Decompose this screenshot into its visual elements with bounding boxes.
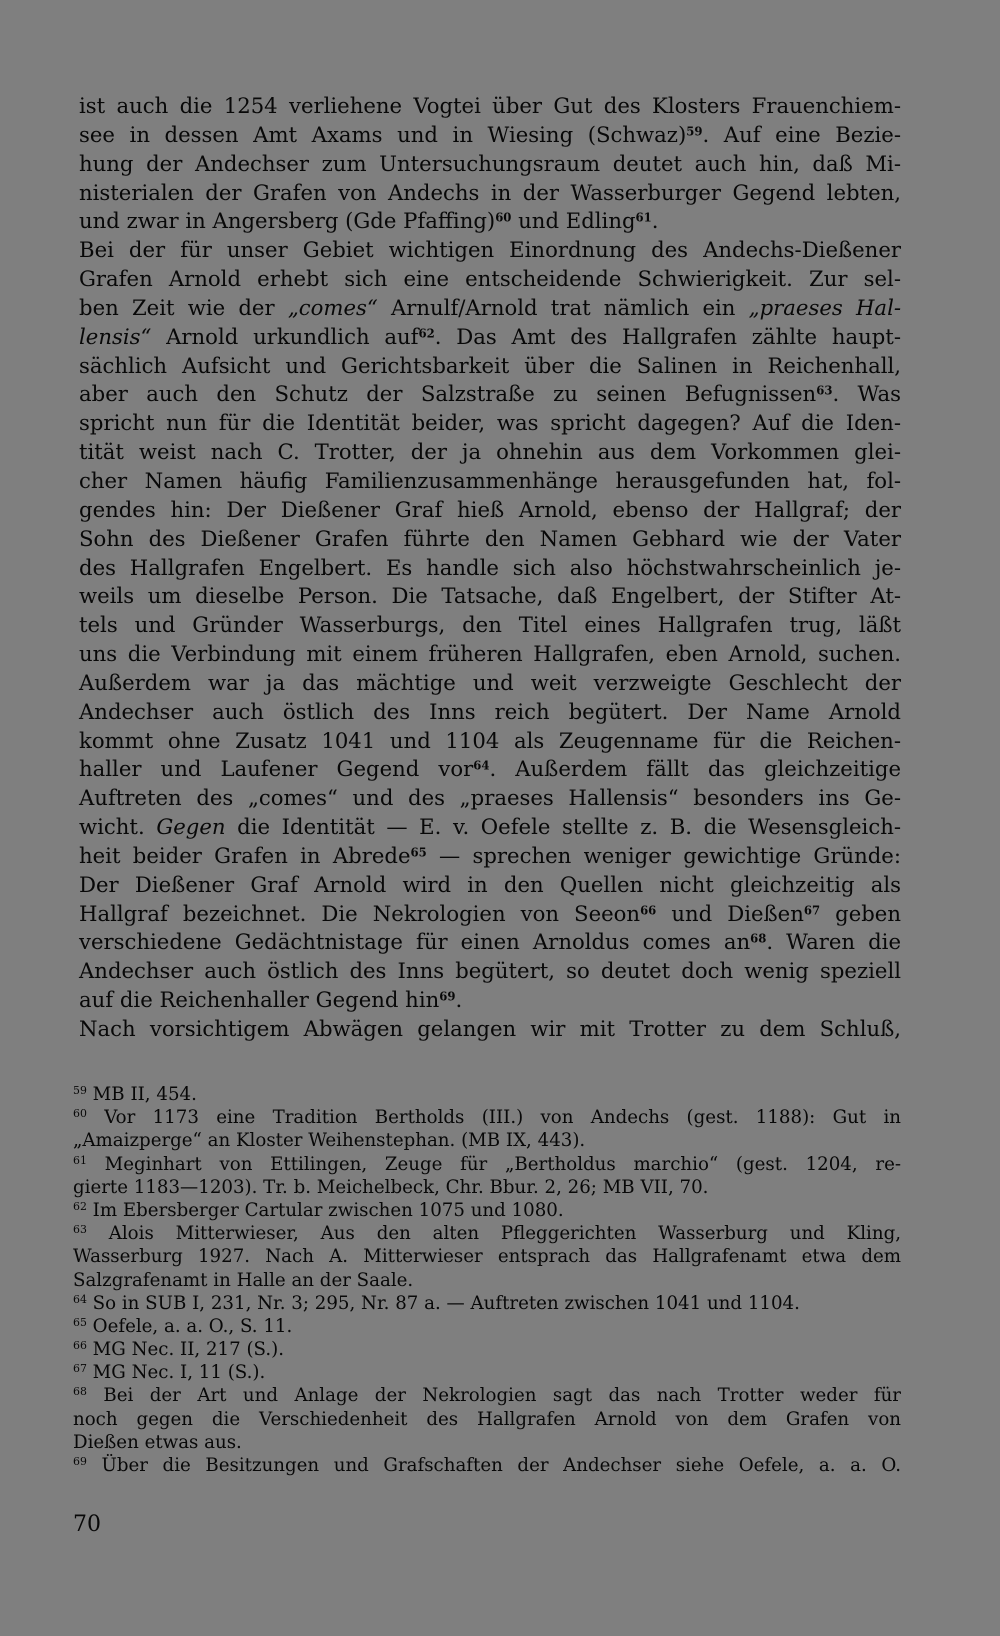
text-run: Andechser auch östlich des Inns reich begütert. Der Name Arnold [79,698,901,724]
body-line [79,986,901,1015]
footnote-ref: 67 [73,1362,87,1376]
body-line [79,871,901,900]
footnote-line [73,1245,901,1268]
body-line [79,842,901,871]
body-line [79,957,901,986]
body-line [79,380,901,409]
italic-text: lensis“ [79,323,152,349]
text-run: Im Ebersberger Cartular zwischen 1075 und 1080. [86,1199,564,1221]
text-run: haller und Laufener Gegend vor [79,756,474,782]
text-run: Außerdem war ja das mächtige und weit verzweigte Geschlecht der [79,669,901,695]
text-run: tität weist nach C. Trotter, der ja ohnehin aus dem Vorkommen glei- [79,439,901,465]
text-run: Bei der Art und Anlage der Nekrologien sagt das nach Trotter weder für [86,1385,901,1407]
text-run: Salzgrafenamt in Halle an der Saale. [73,1269,414,1291]
italic-text: „comes“ [287,294,378,320]
footnote-ref: 60 [495,210,512,225]
footnote-ref: 62 [73,1199,87,1213]
body-line [79,179,901,208]
text-run: MG Nec. I, 11 (S.). [86,1362,266,1384]
text-run: . Was [832,381,901,407]
body-line [79,352,901,381]
text-run: Der Dießener Graf Arnold wird in den Quellen nicht gleichzeitig als [79,871,901,897]
footnote-line [73,1292,901,1315]
text-run: Über die Besitzungen und Grafschaften der Andechser siehe Oefele, a. a. O. [86,1455,901,1476]
footnote-ref: 60 [73,1107,87,1121]
footnote-ref: 62 [418,326,435,341]
body-line [79,669,901,698]
text-run: MB II, 454. [86,1084,197,1105]
body-line [79,409,901,438]
footnote-line [73,1106,901,1129]
text-run: Meginhart von Ettilingen, Zeuge für „Bertholdus marchio“ (gest. 1204, re- [86,1153,901,1175]
text-run: ist auch die 1254 verliehene Vogtei über Gut des Klosters Frauenchiem- [79,93,901,118]
text-run: Arnulf/Arnold trat nämlich ein [377,294,749,320]
body-line [79,467,901,496]
text-run: weils um dieselbe Person. Die Tatsache, daß Engelbert, der Stifter At- [79,583,901,609]
body-line [79,582,901,611]
text-run: tels und Gründer Wasserburgs, den Titel eines Hallgrafen trug, läßt [79,612,901,638]
body-line [79,1015,901,1044]
text-run: Vor 1173 eine Tradition Bertholds (III.) von Andechs (gest. 1188): Gut in [86,1107,901,1129]
footnote-ref: 61 [73,1153,87,1167]
body-text [79,92,901,1044]
text-run: see in dessen Amt Axams und in Wiesing (Schwaz) [79,121,687,147]
footnote-ref: 66 [73,1339,87,1353]
body-line [79,150,901,179]
text-run: Oefele, a. a. O., S. 11. [86,1315,293,1337]
footnotes [73,1083,901,1477]
text-run: auf die Reichenhaller Gegend hin [79,987,440,1013]
footnote-ref: 67 [803,903,821,918]
footnote-line [73,1153,901,1176]
text-run: sächlich Aufsicht und Gerichtsbarkeit über die Salinen in Reichenhall, [79,352,901,378]
text-run: „Amaizperge“ an Kloster Weihenstephan. (MB IX, 443). [73,1130,586,1152]
text-run: heit beider Grafen in Abrede [79,842,411,868]
text-run: geben [820,900,901,926]
text-run: . [651,208,659,234]
text-run: Hallgraf bezeichnet. Die Nekrologien von Seeon [79,900,641,926]
body-line [79,525,901,554]
text-run: gendes hin: Der Dießener Graf hieß Arnold, ebenso der Hallgraf; der [79,496,901,522]
footnote-line [73,1083,901,1106]
body-line [79,207,901,236]
text-run: verschiedene Gedächtnistage für einen Arnoldus comes an [79,929,751,955]
text-run: und Edling [511,208,636,234]
text-run: und Dießen [656,900,804,926]
text-run: des Hallgrafen Engelbert. Es handle sich also höchstwahrscheinlich je- [79,554,901,580]
text-run: aber auch den Schutz der Salzstraße zu seinen Befugnissen [79,381,817,407]
text-run: hung der Andechser zum Untersuchungsraum deutet auch hin, daß Mi- [79,150,901,176]
footnote-line [73,1176,901,1199]
body-line [79,755,901,784]
text-run: uns die Verbindung mit einem früheren Hallgrafen, eben Arnold, suchen. [79,641,901,667]
footnote-ref: 64 [473,759,490,773]
text-run: Arnold urkundlich auf [151,323,419,349]
footnote-ref: 61 [635,210,652,225]
text-run: nisterialen der Grafen von Andechs in der Wasserburger Gegend lebten, [79,179,901,205]
footnote-line [73,1384,901,1407]
text-run: cher Namen häufig Familienzusammenhänge herausgefunden hat, fol- [79,467,901,493]
footnote-line [73,1408,901,1431]
footnote-line [73,1269,901,1292]
body-line [79,438,901,467]
body-line [79,813,901,842]
body-line [79,611,901,640]
body-line [79,727,901,756]
text-run: So in SUB I, 231, Nr. 3; 295, Nr. 87 a. — Auftreten zwischen 1041 und 1104. [86,1292,800,1314]
footnote-ref: 69 [439,989,456,1004]
body-line [79,294,901,323]
body-line [79,323,901,352]
text-run: . Auf eine Bezie- [702,121,901,147]
body-line [79,640,901,669]
text-run: Nach vorsichtigem Abwägen gelangen wir mit Trotter zu dem Schluß, [79,1016,901,1041]
body-line [79,265,901,294]
footnote-line [73,1129,901,1152]
text-run: . Das Amt des Hallgrafen zählte haupt- [434,323,901,349]
text-run: MG Nec. II, 217 (S.). [86,1339,285,1361]
body-line [79,928,901,957]
body-line [79,900,901,929]
text-run: spricht nun für die Identität beider, was spricht dagegen? Auf die Iden- [79,410,901,436]
footnote-line [73,1199,901,1222]
text-run: kommt ohne Zusatz 1041 und 1104 als Zeugenname für die Reichen- [79,727,901,753]
text-run: die Identität — E. v. Oefele stellte z. B. die Wesensgleich- [225,814,901,840]
text-run: . Außerdem fällt das gleichzeitige [489,756,901,782]
footnote-ref: 69 [73,1455,87,1468]
footnote-ref: 65 [410,845,427,860]
body-line [79,496,901,525]
body-line [79,121,901,150]
footnote-line [73,1361,901,1384]
text-run: Grafen Arnold erhebt sich eine entscheidende Schwierigkeit. Zur sel- [79,266,901,292]
footnote-line [73,1338,901,1361]
footnote-line [73,1222,901,1245]
text-run: Bei der für unser Gebiet wichtigen Einordnung des Andechs-Dießener [79,237,901,263]
text-run: und zwar in Angersberg (Gde Pfaffing) [79,208,496,234]
text-run: wicht. [79,814,157,840]
footnote-ref: 63 [816,384,833,399]
text-run: ben Zeit wie der [79,294,288,320]
body-line [79,698,901,727]
footnote-ref: 59 [73,1084,87,1097]
page-number: 70 [73,1512,101,1537]
text-run: . [455,987,463,1013]
footnote-ref: 59 [686,124,703,139]
italic-text: Gegen [156,814,226,840]
footnote-ref: 65 [73,1315,87,1329]
text-run: . Waren die [766,929,901,955]
footnote-ref: 63 [73,1223,87,1237]
text-run: Dießen etwas aus. [73,1431,242,1453]
footnote-ref: 66 [640,903,657,918]
body-line [79,236,901,265]
footnote-ref: 68 [750,932,767,947]
text-run: Sohn des Dießener Grafen führte den Namen Gebhard wie der Vater [79,525,901,551]
footnote-ref: 68 [73,1385,87,1399]
footnote-ref: 64 [73,1292,87,1306]
text-run: noch gegen die Verschiedenheit des Hallgrafen Arnold von dem Grafen von [73,1408,901,1430]
footnote-line [73,1454,901,1477]
body-line [79,784,901,813]
text-run: — sprechen weniger gewichtige Gründe: [426,842,901,868]
text-run: Wasserburg 1927. Nach A. Mitterwieser entsprach das Hallgrafenamt etwa dem [73,1246,901,1268]
body-line [79,554,901,583]
text-run: Auftreten des „comes“ und des „praeses Hallensis“ besonders ins Ge- [79,785,901,811]
text-run: Alois Mitterwieser, Aus den alten Pfleggerichten Wasserburg und Kling, [86,1223,901,1245]
body-line [79,92,901,121]
text-run: Andechser auch östlich des Inns begütert, so deutet doch wenig speziell [79,958,901,984]
footnote-line [73,1431,901,1454]
text-run: gierte 1183—1203). Tr. b. Meichelbeck, Chr. Bbur. 2, 26; MB VII, 70. [73,1176,709,1198]
footnote-line [73,1315,901,1338]
italic-text: „praeses Hal- [748,294,901,320]
